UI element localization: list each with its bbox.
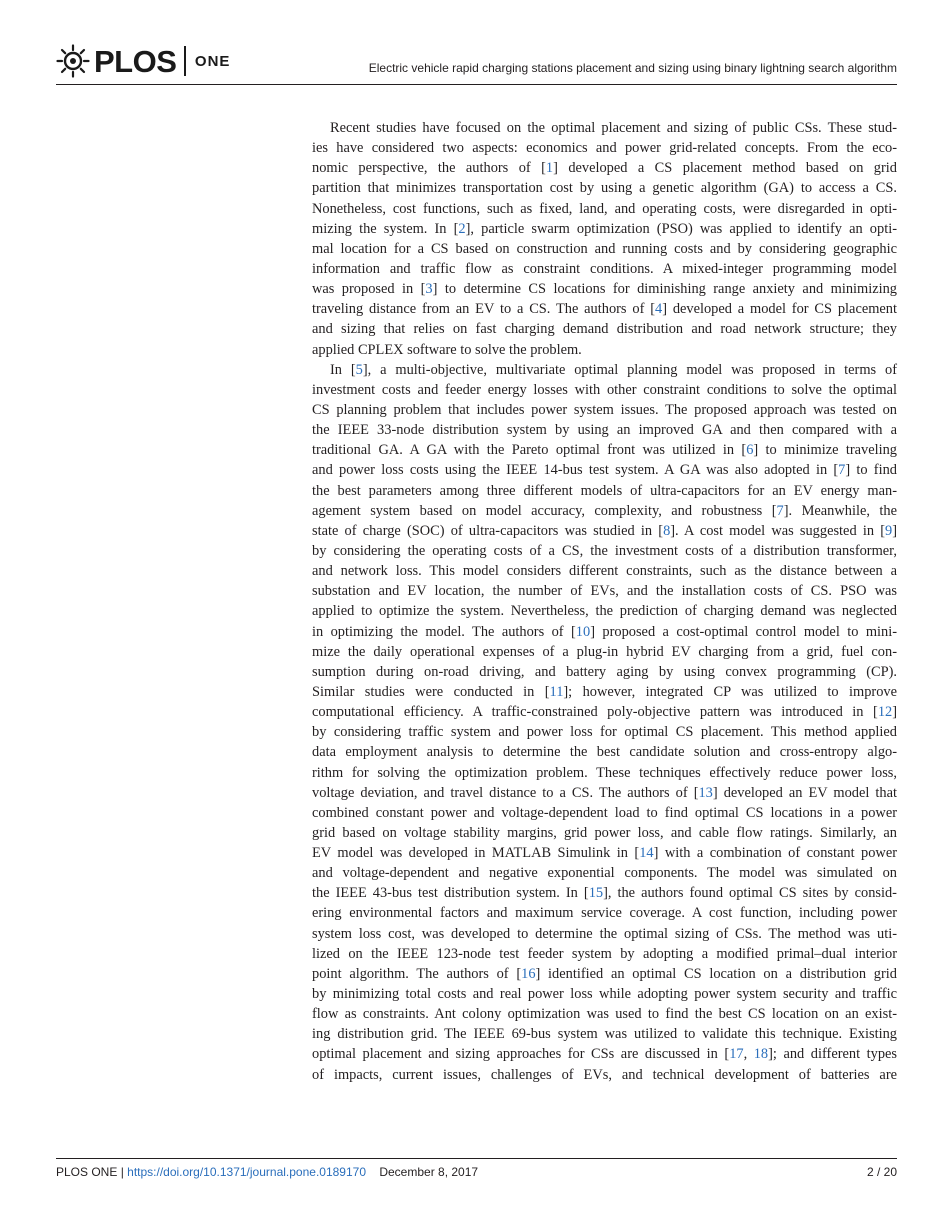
text-run: and power loss costs using the IEEE 14-bus test system. A GA was also adopted in [	[312, 462, 839, 479]
text-run: and sizing that relies on fast charging demand distribution and road network structure; they	[312, 321, 897, 338]
text-line	[312, 340, 897, 360]
citation-link[interactable]: 5	[355, 361, 363, 378]
text-line	[312, 783, 897, 803]
page-header	[0, 0, 952, 90]
text-run: rithm for solving the optimization problem. These techniques effectively reduce power loss,	[312, 764, 897, 781]
text-line	[312, 1004, 897, 1024]
text-run: ,	[743, 1046, 754, 1063]
text-line	[312, 622, 897, 642]
text-line	[312, 601, 897, 621]
doi-link[interactable]: https://doi.org/10.1371/journal.pone.0189170	[127, 1165, 366, 1179]
article-body	[312, 118, 897, 1085]
text-line	[312, 984, 897, 1004]
citation-link[interactable]: 15	[588, 885, 604, 902]
text-run: of impacts, current issues, challenges of EVs, and technical development of batteries are	[312, 1066, 897, 1083]
text-line	[312, 219, 897, 239]
text-run: applied CPLEX software to solve the problem.	[312, 341, 582, 358]
text-run: grid based on voltage stability margins, grid power loss, and cable flow ratings. Similarly, an	[312, 824, 897, 841]
text-line	[312, 924, 897, 944]
citation-link[interactable]: 16	[521, 965, 536, 982]
text-run: ]. Meanwhile, the	[783, 502, 897, 519]
text-run: ] proposed a cost-optimal control model to mini-	[590, 623, 897, 640]
text-line	[312, 360, 897, 380]
citation-link[interactable]: 10	[575, 623, 591, 640]
text-run: in optimizing the model. The authors of [	[312, 623, 576, 640]
text-run: traveling distance from an EV to a CS. The authors of [	[312, 301, 655, 318]
text-run: ] developed an EV model that	[712, 784, 897, 801]
text-run: state of charge (SOC) of ultra-capacitors was studied in [	[312, 522, 664, 539]
publication-date: December 8, 2017	[379, 1165, 479, 1179]
text-run: substation and EV location, the number of EVs, and the installation costs of CS. PSO was	[312, 583, 897, 600]
text-line	[312, 481, 897, 501]
text-line	[312, 138, 897, 158]
text-run: ] to minimize traveling	[753, 442, 897, 459]
running-title: Electric vehicle rapid charging stations placement and sizing using binary lightning search algorithm	[368, 61, 897, 75]
footer-spacer	[366, 1165, 379, 1179]
citation-link[interactable]: 11	[549, 683, 564, 700]
text-line	[312, 118, 897, 138]
text-line	[312, 299, 897, 319]
text-run: ering environmental factors and maximum service coverage. A cost function, including power	[312, 905, 897, 922]
text-run: sumption during on-road driving, and battery aging by using convex programming (CP).	[312, 663, 897, 680]
text-line	[312, 581, 897, 601]
citation-link[interactable]: 2	[458, 220, 466, 237]
citation-link[interactable]: 12	[877, 704, 893, 721]
text-run: data employment analysis to determine the best candidate solution and cross-entropy algo-	[312, 744, 897, 761]
text-line	[312, 763, 897, 783]
text-run: partition that minimizes transportation cost by using a genetic algorithm (GA) to access a CS.	[312, 180, 897, 197]
text-run: ing distribution grid. The IEEE 69-bus system was utilized to validate this technique. Existing	[312, 1026, 897, 1043]
text-run: investment costs and feeder energy losses with other constraint conditions to solve the optimal	[312, 381, 897, 398]
text-run: voltage deviation, and travel distance to a CS. The authors of [	[312, 784, 699, 801]
text-line	[312, 440, 897, 460]
citation-link[interactable]: 13	[698, 784, 713, 801]
footer-divider	[56, 1158, 897, 1159]
plos-one-logo[interactable]	[56, 42, 230, 80]
text-run: ], a multi-objective, multivariate optimal planning model was proposed in terms of	[362, 361, 897, 378]
text-run: ] to determine CS locations for diminishing range anxiety and minimizing	[432, 281, 897, 298]
text-run: by considering traffic system and power loss for optimal CS placement. This method applied	[312, 724, 897, 741]
text-line	[312, 903, 897, 923]
text-run: ]; and different types	[768, 1046, 897, 1063]
text-line	[312, 158, 897, 178]
text-run: the IEEE 33-node distribution system by using an improved GA and then compared with a	[312, 422, 897, 439]
citation-link[interactable]: 8	[663, 522, 671, 539]
logo-suffix: ONE	[194, 52, 231, 70]
text-run: ], particle swarm optimization (PSO) was applied to identify an opti-	[465, 220, 897, 237]
citation-link[interactable]: 3	[425, 281, 433, 298]
text-line	[312, 944, 897, 964]
text-run: by minimizing total costs and real power loss while adopting power system security and traffic	[312, 986, 897, 1003]
text-line	[312, 803, 897, 823]
text-run: ]	[892, 704, 897, 721]
text-line	[312, 319, 897, 339]
text-line	[312, 279, 897, 299]
plos-sun-logo-icon	[56, 44, 90, 78]
text-run: agement system based on model accuracy, complexity, and robustness [	[312, 502, 777, 519]
text-run: lized on the IEEE 123-node test feeder system by adopting a modified primal–dual interior	[312, 945, 897, 962]
text-line	[312, 722, 897, 742]
text-line	[312, 199, 897, 219]
header-divider	[56, 84, 897, 85]
citation-link[interactable]: 4	[654, 301, 663, 318]
text-line	[312, 400, 897, 420]
citation-link[interactable]: 18	[753, 1046, 769, 1063]
logo-divider	[184, 46, 186, 76]
text-line	[312, 863, 897, 883]
text-line	[312, 178, 897, 198]
text-run: ] identified an optimal CS location on a distribution grid	[535, 965, 897, 982]
text-run: CS planning problem that includes power system issues. The proposed approach was tested on	[312, 401, 897, 418]
text-line	[312, 380, 897, 400]
text-run: ]. A cost model was suggested in [	[670, 522, 885, 539]
text-run: traditional GA. A GA with the Pareto optimal front was utilized in [	[312, 442, 747, 459]
text-run: flow as constraints. Ant colony optimization was used to find the best CS location on an exist-	[312, 1006, 897, 1023]
text-run: computational efficiency. A traffic-constrained poly-objective pattern was introduced in [	[312, 704, 878, 721]
text-run: applied to optimize the system. Nevertheless, the prediction of charging demand was neglected	[312, 603, 897, 620]
text-run: ] to find	[845, 462, 897, 479]
footer-citation	[56, 1165, 478, 1179]
text-run: and network loss. This model considers different constraints, such as the distance between a	[312, 563, 897, 580]
text-run: nomic perspective, the authors of [	[312, 160, 546, 177]
text-line	[312, 823, 897, 843]
text-run: ] with a combination of constant power	[653, 845, 898, 862]
text-run: mize the daily operational expenses of a plug-in hybrid EV charging from a grid, fuel con-	[312, 643, 897, 660]
text-run: system loss cost, was developed to determine the optimal sizing of CSs. The method was uti-	[312, 925, 897, 942]
text-line	[312, 642, 897, 662]
text-line	[312, 501, 897, 521]
text-line	[312, 1065, 897, 1085]
citation-link[interactable]: 9	[885, 522, 893, 539]
text-run: In [	[330, 361, 356, 378]
text-run: Similar studies were conducted in [	[312, 683, 550, 700]
text-line	[312, 561, 897, 581]
text-run: the best parameters among three different models of ultra-capacitors for an EV energy man-	[312, 482, 897, 499]
text-line	[312, 964, 897, 984]
citation-link[interactable]: 1	[545, 160, 554, 177]
text-line	[312, 1024, 897, 1044]
text-run: mal location for a CS based on construction and running costs and by considering geographic	[312, 240, 897, 257]
footer-journal: PLOS ONE |	[56, 1165, 128, 1179]
text-run: EV model was developed in MATLAB Simulink in [	[312, 845, 640, 862]
text-run: point algorithm. The authors of [	[312, 965, 522, 982]
text-run: optimal placement and sizing approaches for CSs are discussed in [	[312, 1046, 730, 1063]
text-run: Recent studies have focused on the optimal placement and sizing of public CSs. These stud-	[330, 120, 897, 136]
text-line	[312, 662, 897, 682]
text-line	[312, 883, 897, 903]
text-run: Nonetheless, cost functions, such as fixed, land, and operating costs, were disregarded in opti-	[312, 200, 897, 217]
text-run: was proposed in [	[312, 281, 426, 298]
text-run: information and traffic flow as constraint conditions. A mixed-integer programming model	[312, 260, 897, 277]
text-run: and voltage-dependent and negative exponential components. The model was simulated on	[312, 865, 897, 882]
text-run: ] developed a CS placement method based on grid	[553, 160, 897, 177]
text-line	[312, 521, 897, 541]
text-run: combined constant power and voltage-dependent load to find optimal CS locations in a power	[312, 804, 897, 821]
text-run: ies have considered two aspects: economics and power grid-related concepts. From the eco-	[312, 140, 897, 157]
page-footer	[56, 1165, 897, 1181]
text-line	[312, 259, 897, 279]
text-run: ]	[892, 522, 897, 539]
text-run: ], the authors found optimal CS sites by consid-	[603, 885, 897, 902]
citation-link[interactable]: 7	[776, 502, 784, 519]
citation-link[interactable]: 14	[639, 845, 654, 862]
text-line	[312, 682, 897, 702]
text-line	[312, 420, 897, 440]
page-number: 2 / 20	[866, 1165, 897, 1179]
text-run: mizing the system. In [	[312, 220, 459, 237]
text-line	[312, 239, 897, 259]
text-run: the IEEE 43-bus test distribution system. In [	[312, 885, 589, 902]
text-line	[312, 541, 897, 561]
citation-link[interactable]: 7	[838, 462, 846, 479]
text-run: ]; however, integrated CP was utilized to improve	[563, 683, 897, 700]
text-run: by considering the operating costs of a CS, the investment costs of a distribution transformer,	[312, 542, 897, 559]
text-line	[312, 843, 897, 863]
text-line	[312, 460, 897, 480]
citation-link[interactable]: 17	[729, 1046, 744, 1063]
text-run: ] developed a model for CS placement	[662, 301, 897, 318]
citation-link[interactable]: 6	[746, 442, 754, 459]
text-line	[312, 702, 897, 722]
text-line	[312, 1044, 897, 1064]
text-line	[312, 742, 897, 762]
logo-wordmark: PLOS	[94, 43, 177, 79]
